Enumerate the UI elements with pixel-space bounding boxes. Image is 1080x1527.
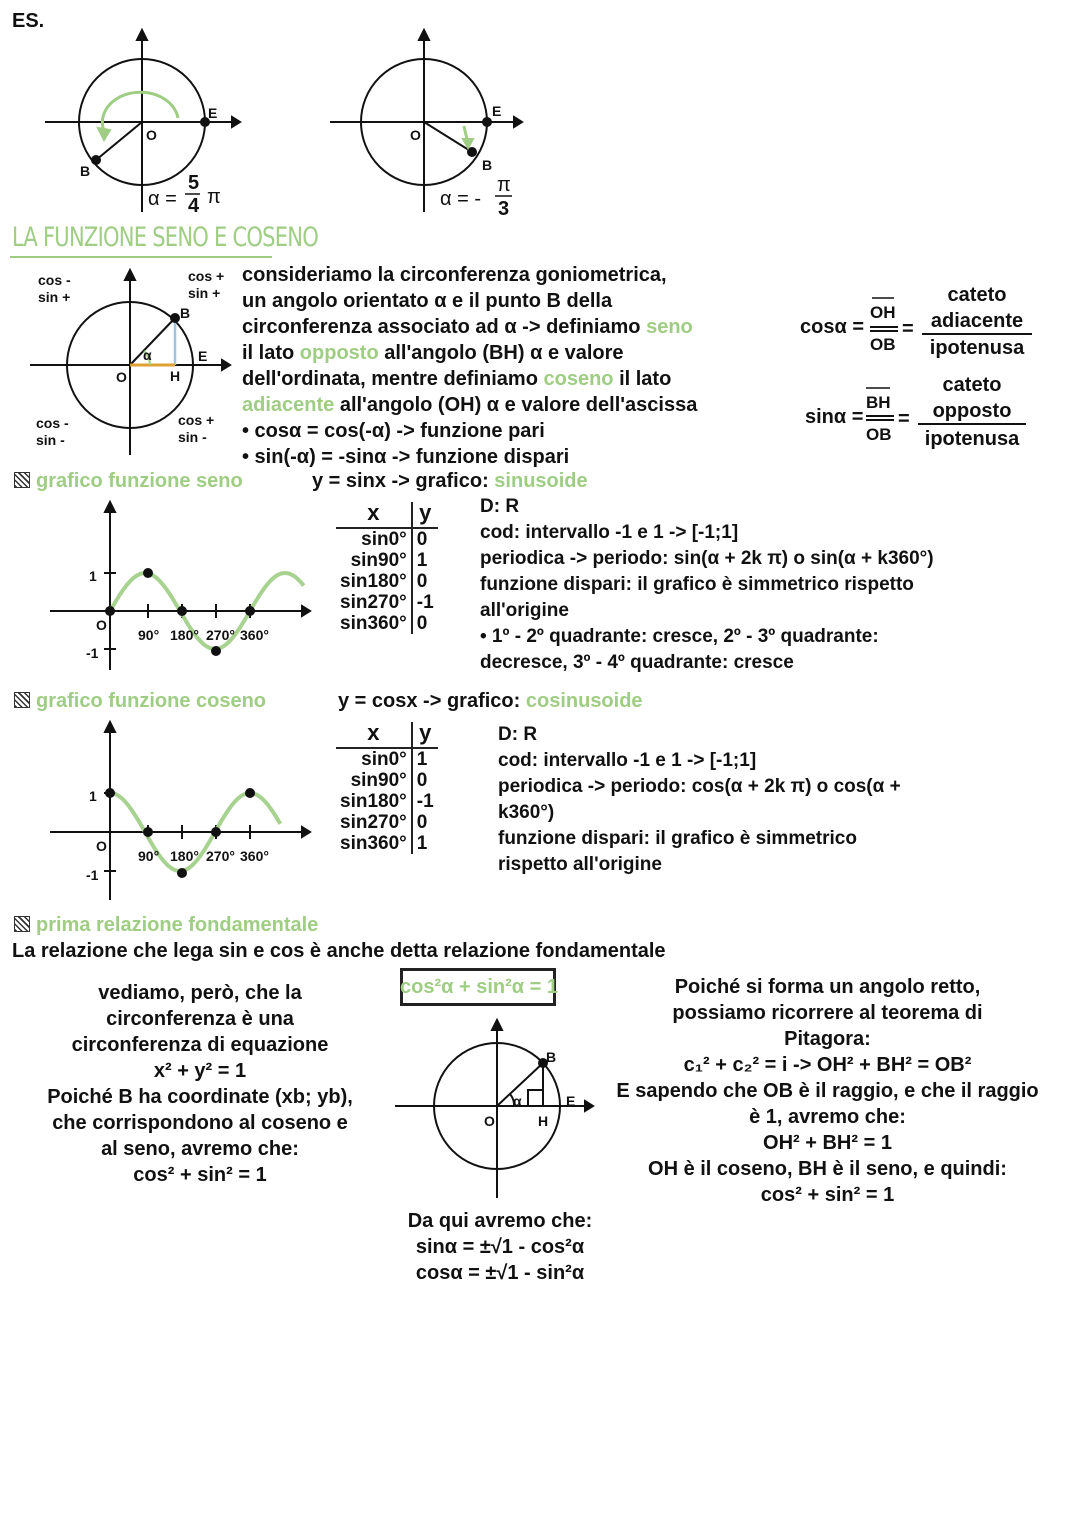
section-title: LA FUNZIONE SENO E COSENO	[12, 222, 319, 253]
text-line: cosα = ±√1 - sin²α	[415, 1262, 585, 1284]
cosine-equation: y = cosx -> grafico: cosinusoide	[338, 690, 643, 712]
y-label-1: 1	[89, 568, 97, 584]
text-line: cod: intervallo -1 e 1 -> [-1;1]	[498, 750, 757, 771]
title-underline	[10, 256, 272, 258]
cos-mid: adiacente	[930, 310, 1024, 332]
text-line: circonferenza di equazione	[71, 1034, 329, 1056]
sin-eq: =	[898, 408, 910, 430]
text-line: Poiché B ha coordinate (xb; yb),	[47, 1086, 353, 1108]
y-value: 1	[416, 749, 428, 770]
sin-top: cateto	[942, 374, 1002, 396]
text-line: c₁² + c₂² = i -> OH² + BH² = OB²	[683, 1054, 972, 1076]
cosine-value-table: x y sin0° 1 sin90° 0 sin180° -1 sin270° 0 sin360° 1	[336, 722, 438, 854]
label-o: O	[410, 127, 421, 143]
table-row	[336, 592, 438, 613]
y-value: 1	[416, 550, 428, 571]
table-row	[336, 812, 438, 833]
y-value: 0	[416, 529, 428, 550]
y-label-1: 1	[89, 788, 97, 804]
cos-bot: ipotenusa	[929, 337, 1025, 359]
sin-lhs: sinα =	[805, 406, 864, 428]
quadrant-3-label: cos - sin -	[36, 415, 69, 448]
text-line: D: R	[480, 496, 520, 517]
quadrant-1-label: cos + sin +	[188, 268, 225, 301]
point-b: B	[546, 1049, 557, 1065]
example-label: ES.	[12, 10, 45, 32]
x-tick-180: 180°	[170, 627, 199, 643]
text-line: sinα = ±√1 - cos²α	[415, 1236, 585, 1258]
sine-value-table: x y sin0° 0 sin90° 1 sin180° 0 sin270° -1 sin360° 0	[336, 502, 438, 634]
x-tick-270: 270°	[206, 848, 235, 864]
y-value: 0	[416, 812, 428, 833]
point-e: E	[198, 348, 208, 364]
fraction-den: 3	[498, 198, 510, 220]
label-e: E	[492, 103, 502, 119]
label-o: O	[146, 127, 157, 143]
hatch-icon	[14, 472, 30, 488]
boxed-formula-text: cos²α + sin²α = 1	[400, 976, 558, 998]
x-value: sin270°	[336, 592, 412, 613]
y-value: -1	[416, 791, 434, 812]
x-value: sin360°	[336, 833, 412, 854]
sin-bot: ipotenusa	[924, 428, 1020, 450]
cosine-notes	[498, 722, 901, 878]
text-line: al seno, avremo che:	[101, 1138, 299, 1160]
table-row	[336, 748, 438, 770]
fraction-num: π	[497, 174, 511, 196]
sin-den: OB	[866, 425, 892, 444]
origin-o: O	[484, 1113, 495, 1129]
table-row	[336, 528, 438, 550]
text-line: all'origine	[480, 600, 569, 621]
point-b: B	[180, 305, 191, 321]
angle-alpha: α	[513, 1093, 522, 1109]
label-b: B	[80, 163, 91, 179]
x-tick-90: 90°	[138, 627, 160, 643]
point-h: H	[538, 1113, 549, 1129]
fraction-den: 4	[188, 195, 200, 217]
x-value: sin0°	[336, 528, 412, 550]
text-line: k360°)	[498, 802, 555, 823]
x-tick-90: 90°	[138, 848, 160, 864]
cos-lhs: cosα =	[800, 316, 864, 338]
hatch-icon	[14, 916, 30, 932]
sin-mid: opposto	[932, 400, 1012, 422]
y-value: 0	[416, 770, 428, 791]
y-value: -1	[416, 592, 434, 613]
table-row	[336, 833, 438, 854]
y-value: 0	[416, 571, 428, 592]
text-line: circonferenza è una	[106, 1008, 294, 1030]
pi-symbol: π	[207, 186, 221, 208]
label-b: B	[482, 157, 493, 173]
text-line: OH² + BH² = 1	[763, 1132, 892, 1154]
text-line: Pitagora:	[784, 1028, 871, 1050]
alpha-label: α = -	[440, 188, 482, 210]
sin-num: BH	[866, 393, 891, 412]
table-row	[336, 791, 438, 812]
quadrant-2-label: cos - sin +	[38, 272, 71, 305]
text-line: vediamo, però, che la	[98, 982, 302, 1004]
text-line: • 1º - 2º quadrante: cresce, 2º - 3º quadrante:	[480, 626, 879, 647]
sine-equation: y = sinx -> grafico: sinusoide	[312, 470, 588, 492]
sine-notes	[480, 494, 934, 676]
cosine-header: grafico funzione coseno	[14, 688, 266, 714]
y-value: 0	[416, 613, 428, 634]
x-tick-360: 360°	[240, 627, 269, 643]
text-line: funzione dispari: il grafico è simmetrico	[498, 828, 857, 849]
text-line: periodica -> periodo: sin(α + 2k π) o sin(α + k360°)	[480, 548, 934, 569]
y-label-neg1: -1	[86, 645, 99, 661]
x-value: sin360°	[336, 613, 412, 634]
text-line: è 1, avremo che:	[749, 1106, 906, 1128]
fundamental-bottom-text	[380, 1208, 620, 1286]
x-value: sin180°	[336, 571, 412, 592]
table-row	[336, 571, 438, 592]
x-tick-270: 270°	[206, 627, 235, 643]
text-line: OH è il coseno, BH è il seno, e quindi:	[648, 1158, 1007, 1180]
text-line: possiamo ricorrere al teorema di	[672, 1002, 983, 1024]
x-value: sin90°	[336, 770, 412, 791]
y-label-0: O	[96, 838, 107, 854]
text-line: Da qui avremo che:	[407, 1210, 593, 1232]
text-line: E sapendo che OB è il raggio, e che il raggio	[616, 1080, 1039, 1102]
cos-den: OB	[870, 335, 896, 354]
text-line: decresce, 3º - 4º quadrante: cresce	[480, 652, 794, 673]
cos-top: cateto	[947, 284, 1007, 306]
point-e: E	[566, 1093, 576, 1109]
fraction-num: 5	[188, 172, 200, 194]
text-line: funzione dispari: il grafico è simmetrico rispetto	[480, 574, 914, 595]
y-value: 1	[416, 833, 428, 854]
angle-alpha: α	[143, 347, 152, 363]
cos-eq: =	[902, 318, 914, 340]
table-row	[336, 770, 438, 791]
x-value: sin180°	[336, 791, 412, 812]
cos-num: OH	[870, 303, 896, 322]
text-line: cod: intervallo -1 e 1 -> [-1;1]	[480, 522, 739, 543]
x-value: sin270°	[336, 812, 412, 833]
text-line: D: R	[498, 724, 538, 745]
fundamental-right-text	[595, 974, 1060, 1208]
origin-o: O	[116, 369, 127, 385]
text-line: periodica -> periodo: cos(α + 2k π) o cos(α +	[498, 776, 901, 797]
fundamental-intro: La relazione che lega sin e cos è anche detta relazione fondamentale	[12, 940, 666, 962]
definition-text: consideriamo la circonferenza goniometrica, un angolo orientato α e il punto B della circonferenza associato ad α -> definiamo seno il lato opposto all'angolo (BH) α e valore dell'ordinata, mentre definiamo coseno il lato adiacente all'angolo (OH) α e valore dell'ascissa • cosα = cos(-α) -> funzione pari • sin(-α) = -sinα -> funzione dispari	[242, 264, 698, 468]
text-line: cos² + sin² = 1	[760, 1184, 895, 1206]
y-label-0: O	[96, 617, 107, 633]
text-line: rispetto all'origine	[498, 854, 662, 875]
quadrant-4-label: cos + sin -	[178, 412, 215, 445]
sine-header: grafico funzione seno	[14, 468, 243, 494]
alpha-label: α =	[148, 188, 177, 210]
fundamental-left-text	[20, 980, 380, 1188]
x-value: sin90°	[336, 550, 412, 571]
label-e: E	[208, 105, 218, 121]
fundamental-header: prima relazione fondamentale	[14, 912, 318, 938]
text-line: che corrispondono al coseno e	[52, 1112, 348, 1134]
text-line: x² + y² = 1	[153, 1060, 247, 1082]
x-tick-360: 360°	[240, 848, 269, 864]
x-tick-180: 180°	[170, 848, 199, 864]
table-row	[336, 550, 438, 571]
table-row	[336, 613, 438, 634]
point-h: H	[170, 368, 181, 384]
text-line: cos² + sin² = 1	[133, 1164, 267, 1186]
text-line: Poiché si forma un angolo retto,	[674, 976, 981, 998]
y-label-neg1: -1	[86, 867, 99, 883]
x-value: sin0°	[336, 748, 412, 770]
hatch-icon	[14, 692, 30, 708]
